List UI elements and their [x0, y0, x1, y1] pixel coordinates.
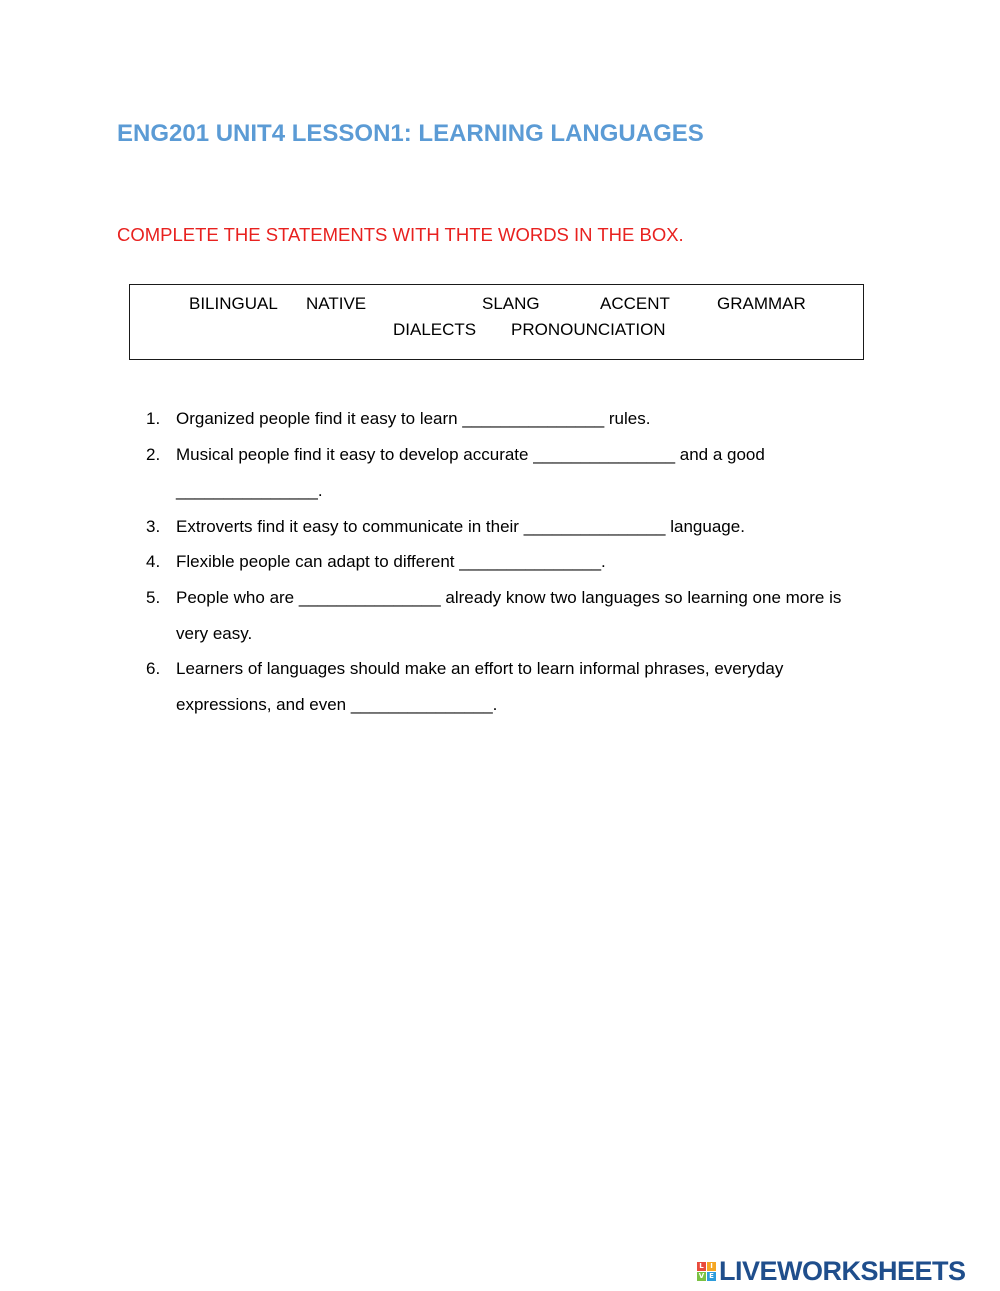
question-number: 2.: [146, 445, 161, 464]
question-text: Learners of languages should make an effort to learn informal phrases, everyday: [176, 659, 784, 678]
question-number: 3.: [146, 517, 161, 536]
word-bank-item: DIALECTS: [393, 320, 477, 339]
logo-mark-letter: I: [707, 1262, 716, 1271]
question-number: 6.: [146, 659, 161, 678]
word-bank-item: GRAMMAR: [717, 294, 806, 313]
word-bank-item: PRONOUNCIATION: [511, 320, 666, 339]
word-bank-item: NATIVE: [306, 294, 367, 313]
question-text: Extroverts find it easy to communicate in their _______________ language.: [176, 517, 745, 536]
question-text: _______________.: [176, 481, 323, 500]
question-text: People who are _______________ already know two languages so learning one more is: [176, 588, 842, 607]
word-bank-box: [129, 284, 864, 360]
instruction-text: COMPLETE THE STATEMENTS WITH THTE WORDS IN THE BOX.: [117, 224, 684, 245]
question-text: Organized people find it easy to learn _______________ rules.: [176, 409, 651, 428]
question-text: expressions, and even _______________.: [176, 695, 498, 714]
logo-mark-letter: V: [698, 1271, 705, 1280]
logo-mark-icon: [697, 1262, 716, 1281]
question-number: 5.: [146, 588, 161, 607]
liveworksheets-logo: [697, 1254, 966, 1288]
question-number: 1.: [146, 409, 161, 428]
question-number: 4.: [146, 552, 161, 571]
word-bank-item: ACCENT: [600, 294, 670, 313]
logo-text: LIVEWORKSHEETS: [719, 1255, 966, 1286]
logo-mark-letter: E: [707, 1272, 716, 1281]
page-title: ENG201 UNIT4 LESSON1: LEARNING LANGUAGES: [117, 120, 704, 147]
question-text: very easy.: [176, 624, 253, 643]
word-bank-item: SLANG: [482, 294, 540, 313]
logo-mark-letter: L: [697, 1262, 706, 1271]
question-text: Flexible people can adapt to different _______________.: [176, 552, 606, 571]
word-bank-item: BILINGUAL: [189, 294, 278, 313]
question-text: Musical people find it easy to develop accurate _______________ and a good: [176, 445, 765, 464]
